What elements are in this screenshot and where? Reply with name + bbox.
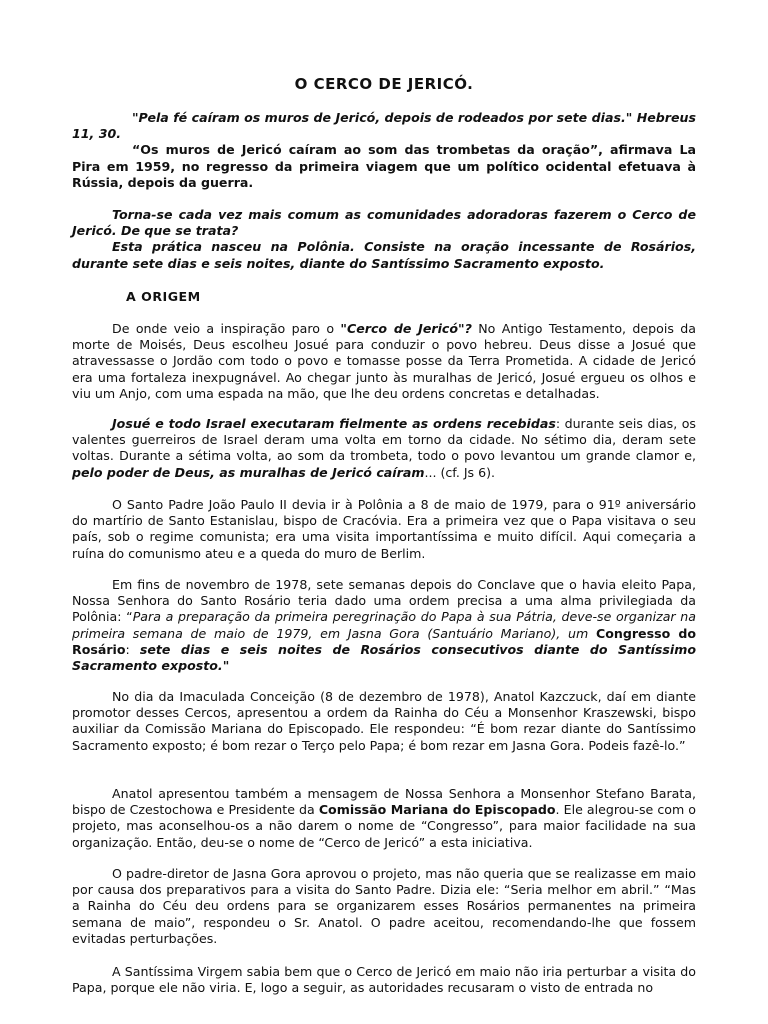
intro-paragraph-2: Esta prática nasceu na Polônia. Consiste na oração incessante de Rosários, durante sete dias e seis noites, diante do Santíssimo Sacramento exposto. (72, 239, 696, 271)
p1-highlight: "Cerco de Jericó"? (340, 321, 472, 336)
paragraph-3 (72, 497, 696, 562)
intro (72, 207, 696, 272)
p2-text-d: ... (cf. Js 6). (424, 464, 496, 480)
p4-text-c: Congresso do Rosário (72, 625, 696, 657)
paragraph-2 (72, 416, 696, 481)
paragraph-5 (72, 689, 696, 754)
page-title: O CERCO DE JERICÓ. (294, 75, 474, 93)
la-pira-quote: “Os muros de Jericó caíram ao som das trombetas da oração”, (132, 142, 603, 158)
p6-text-c: . Ele alegrou-se com o projeto, mas aconselhou-os a não darem o nome de “Congresso”, para maior facilidade na sua organização. Então, deu-se o nome de “Cerco de Jericó” a esta iniciativa. (72, 802, 697, 850)
p6-highlight: Comissão Mariana do Episcopado (318, 802, 556, 818)
la-pira-rest: afirmava La Pira em 1959, no regresso da primeira viagem que um político ocidental efetuava à Rússia, depois da guerra. (72, 142, 696, 190)
paragraph-7 (72, 866, 696, 947)
p3-text: O Santo Padre João Paulo II devia ir à Polônia a 8 de maio de 1979, para o 91º aniversário do martírio de Santo Estanislau, bispo de Cracóvia. Era a primeira vez que o Papa visitava o seu país, sob o regime comunista; era uma visita importantíssima e muito difícil. Aqui começaria a ruína do comunismo ateu e a queda do muro de Berlim. (72, 497, 696, 561)
paragraph-1 (72, 321, 696, 402)
p8-text: A Santíssima Virgem sabia bem que o Cerco de Jericó em maio não iria perturbar a visita do Papa, porque ele não viria. E, logo a seguir, as autoridades recusaram o visto de entrada no (72, 964, 696, 996)
paragraph-8 (72, 964, 696, 996)
p2-highlight-c: pelo poder de Deus, as muralhas de Jericó caíram (72, 464, 425, 480)
p4-text-e: sete dias e seis noites de Rosários consecutivos diante do Santíssimo Sacramento exposto." (72, 641, 696, 674)
p4-text-b: Para a preparação da primeira peregrinação do Papa à sua Pátria, deve-se organizar na primeira semana de maio de 1979, em Jasna Gora (Santuário Mariano), um (72, 609, 696, 641)
p6-text-a: Anatol apresentou também a mensagem de Nossa Senhora a Monsenhor Stefano Barata, bispo de Czestochowa e Presidente da (72, 786, 696, 818)
p1-text-c: No Antigo Testamento, depois da morte de Moisés, Deus escolheu Josué para conduzir o povo hebreu. Deus disse a Josué que atravessasse o Jordão com todo o povo e tomasse posse da Terra Prometida. A cidade de Jericó era uma fortaleza inexpugnável. Ao chegar junto às muralhas de Jericó, Josué ergueu os olhos e viu um Anjo, com uma espada na mão, que lhe deu ordens concretas e detalhadas. (72, 321, 696, 401)
p1-text-a: De onde veio a inspiração paro o (112, 321, 341, 336)
epigraph (72, 110, 696, 191)
epigraph-quote (72, 110, 696, 142)
p4-text-d: : (125, 641, 140, 657)
intro-paragraph-1: Torna-se cada vez mais comum as comunidades adoradoras fazerem o Cerco de Jericó. De que se trata? (72, 207, 696, 239)
paragraph-4 (72, 577, 696, 674)
paragraph-6 (72, 786, 696, 851)
p5-text: No dia da Imaculada Conceição (8 de dezembro de 1978), Anatol Kazczuck, daí em diante promotor desses Cercos, apresentou a ordem da Rainha do Céu a Monsenhor Kraszewski, bispo auxiliar da Comissão Mariana do Episcopado. Ele respondeu: “É bom rezar diante do Santíssimo Sacramento exposto; é bom rezar o Terço pelo Papa; é bom rezar em Jasna Gora. Podeis fazê-lo.” (72, 689, 696, 753)
epigraph-source: Hebreus 11, 30. (72, 110, 697, 142)
section-heading: A ORIGEM (126, 289, 201, 304)
epigraph-la-pira (72, 142, 696, 191)
p2-highlight-a: Josué e todo Israel executaram fielmente as ordens recebidas (112, 416, 556, 431)
p7-text: O padre-diretor de Jasna Gora aprovou o projeto, mas não queria que se realizasse em maio por causa dos preparativos para a visita do Santo Padre. Dizia ele: “Seria melhor em abril.” “Mas a Rainha do Céu deu ordens para se organizarem esses Rosários permanentes na primeira semana de maio”, respondeu o Sr. Anatol. O padre aceitou, recomendando-lhe que fossem evitadas perturbações. (72, 866, 696, 946)
p2-text-b: : durante seis dias, os valentes guerreiros de Israel deram uma volta em torno da cidade. No sétimo dia, deram sete voltas. Durante a sétima volta, ao som da trombeta, todo o povo levantou um grande clamor e, (72, 416, 696, 464)
p4-text-a: Em fins de novembro de 1978, sete semanas depois do Conclave que o havia eleito Papa, Nossa Senhora do Santo Rosário teria dado uma ordem precisa a uma alma privilegiada da Polônia: “ (72, 577, 696, 625)
epigraph-quote-text: "Pela fé caíram os muros de Jericó, depois de rodeados por sete dias." (132, 110, 633, 125)
